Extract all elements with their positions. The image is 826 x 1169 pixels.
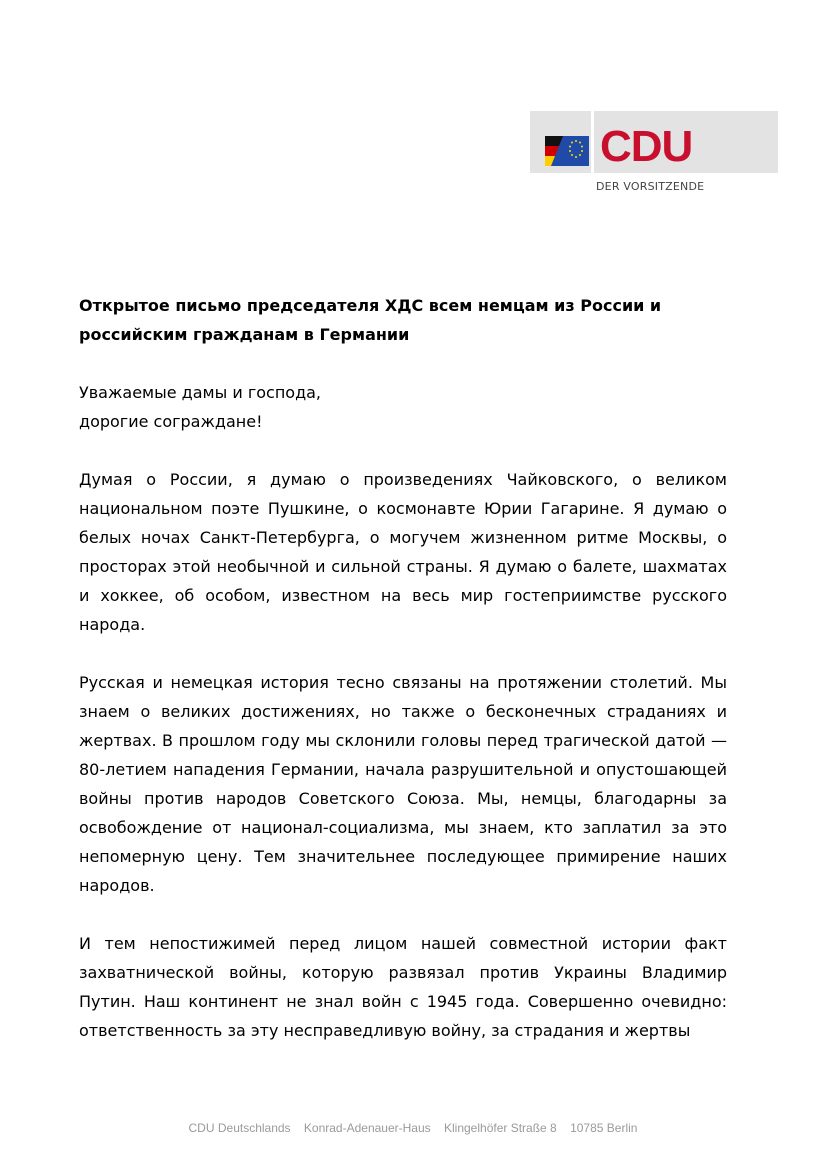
greeting-line: дорогие сограждане! xyxy=(79,412,263,431)
paragraph: И тем непостижимей перед лицом нашей совместной истории факт захватнической войны, которую развязал против Украины Владимир Путин. Наш континент не знал войн с 1945 года. Совершенно очевидно: ответственность за эту несправедливую войну, за страдания и жертвы xyxy=(79,934,727,1040)
flag-icon xyxy=(545,136,589,166)
cdu-logo-text: CDU xyxy=(600,122,693,171)
logo-subtitle: DER VORSITZENDE xyxy=(596,180,705,193)
paragraph: Русская и немецкая история тесно связаны на протяжении столетий. Мы знаем о великих достижениях, но также о бесконечных страданиях и жертвах. В прошлом году мы склонили головы перед трагической датой — 80-летием нападения Германии, начала разрушительной и опустошающей войны против народов Советского Союза. Мы, немцы, благодарны за освобождение от национал-социализма, мы знаем, кто заплатил за это непомерную цену. Тем значительнее последующее примирение наших народов. xyxy=(79,673,727,895)
page-footer xyxy=(0,1121,826,1135)
footer-item: Klingelhöfer Straße 8 xyxy=(444,1121,557,1135)
paragraph: Думая о России, я думаю о произведениях Чайковского, о великом национальном поэте Пушкине, о космонавте Юрии Гагарине. Я думаю о белых ночах Санкт-Петербурга, о могучем жизненном ритме Москвы, о просторах этой необычной и сильной страны. Я думаю о балете, шахматах и хоккее, об особом, известном на весь мир гостеприимстве русского народа. xyxy=(79,470,727,634)
footer-item: Konrad-Adenauer-Haus xyxy=(303,1121,431,1135)
logo-divider xyxy=(591,111,594,173)
footer-item: CDU Deutschlands xyxy=(188,1121,291,1135)
greeting-line: Уважаемые дамы и господа, xyxy=(79,383,322,402)
letter-body xyxy=(79,291,727,1074)
cdu-logo xyxy=(530,111,778,173)
footer-item: 10785 Berlin xyxy=(570,1121,638,1135)
letter-greeting xyxy=(79,378,727,436)
letter-title: Открытое письмо председателя ХДС всем немцам из России и российским гражданам в Германии xyxy=(79,296,662,344)
